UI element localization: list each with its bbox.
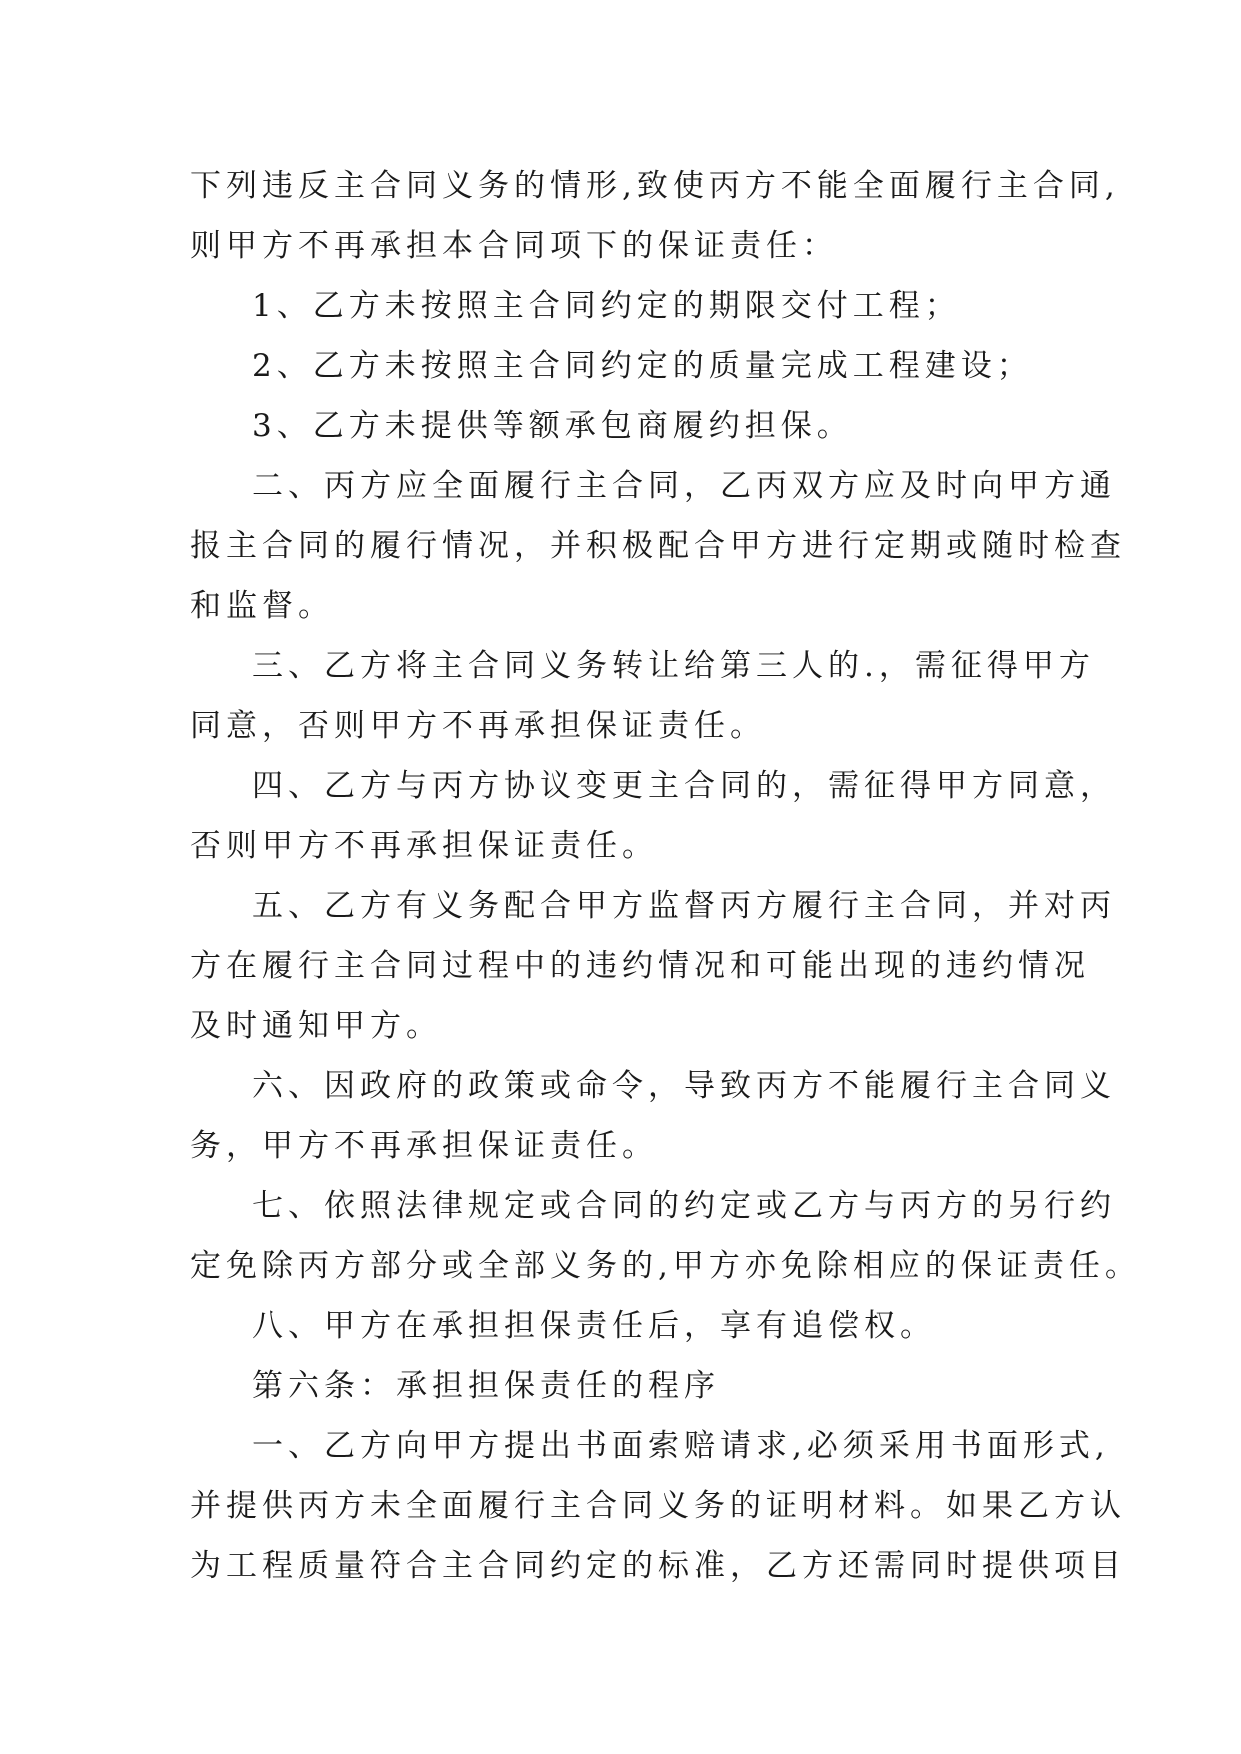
text-line-3: 1、乙方未按照主合同约定的期限交付工程；: [252, 288, 961, 324]
text-line-7: 报主合同的履行情况，并积极配合甲方进行定期或随时检查: [190, 528, 1126, 564]
text-line-16: 六、因政府的政策或命令，导致丙方不能履行主合同义: [252, 1068, 1116, 1104]
text-line-9: 三、乙方将主合同义务转让给第三人的.，需征得甲方: [252, 648, 1095, 684]
text-line-17: 务，甲方不再承担保证责任。: [190, 1128, 658, 1164]
text-line-14: 方在履行主合同过程中的违约情况和可能出现的违约情况: [190, 948, 1090, 984]
text-line-2: 则甲方不再承担本合同项下的保证责任：: [190, 228, 838, 264]
text-line-4: 2、乙方未按照主合同约定的质量完成工程建设；: [252, 348, 1033, 384]
text-line-13: 五、乙方有义务配合甲方监督丙方履行主合同，并对丙: [252, 888, 1116, 924]
section-heading: 第六条：承担担保责任的程序: [252, 1368, 720, 1404]
text-line-22: 一、乙方向甲方提出书面索赔请求,必须采用书面形式,: [252, 1428, 1110, 1464]
text-line-19: 定免除丙方部分或全部义务的,甲方亦免除相应的保证责任。: [190, 1248, 1141, 1284]
text-line-8: 和监督。: [190, 588, 334, 624]
text-line-6: 二、丙方应全面履行主合同，乙丙双方应及时向甲方通: [252, 468, 1116, 504]
text-line-5: 3、乙方未提供等额承包商履约担保。: [252, 408, 853, 444]
text-line-23: 并提供丙方未全面履行主合同义务的证明材料。如果乙方认: [190, 1488, 1126, 1524]
text-line-18: 七、依照法律规定或合同的约定或乙方与丙方的另行约: [252, 1188, 1116, 1224]
text-line-15: 及时通知甲方。: [190, 1008, 442, 1044]
text-line-12: 否则甲方不再承担保证责任。: [190, 828, 658, 864]
text-line-1: 下列违反主合同义务的情形,致使丙方不能全面履行主合同,: [190, 168, 1120, 204]
text-line-24: 为工程质量符合主合同约定的标准，乙方还需同时提供项目: [190, 1548, 1126, 1584]
text-line-11: 四、乙方与丙方协议变更主合同的，需征得甲方同意，: [252, 768, 1116, 804]
text-line-20: 八、甲方在承担担保责任后，享有追偿权。: [252, 1308, 936, 1344]
document-body: [190, 156, 1141, 1596]
text-line-10: 同意，否则甲方不再承担保证责任。: [190, 708, 766, 744]
